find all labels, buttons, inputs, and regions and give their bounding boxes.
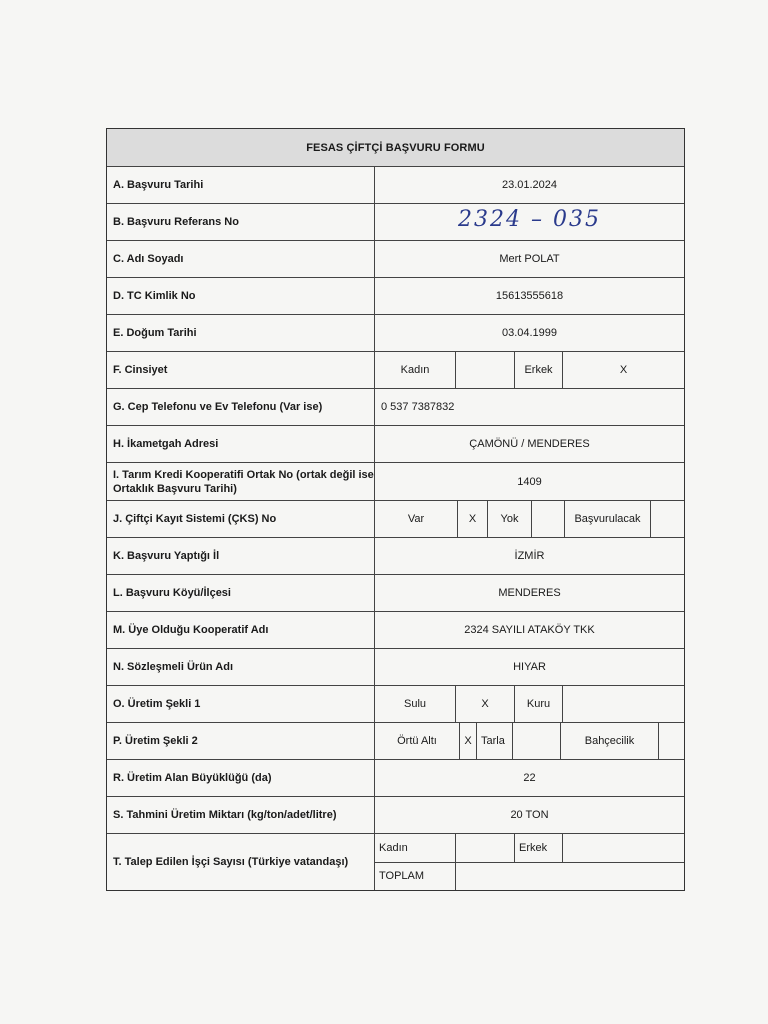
option-field: Tarla	[476, 723, 512, 759]
label-tc-id: D. TC Kimlik No	[107, 278, 375, 314]
mark-dry	[562, 686, 684, 722]
value-cooperative-name: 2324 SAYILI ATAKÖY TKK	[464, 624, 595, 636]
row-province	[107, 538, 684, 575]
row-birth-date	[107, 315, 684, 352]
label-birth-date: E. Doğum Tarihi	[107, 315, 375, 351]
label-village-district: L. Başvuru Köyü/İlçesi	[107, 575, 375, 611]
value-male-workers	[562, 834, 684, 862]
row-reference-no	[107, 204, 684, 241]
label-cooperative-name: M. Üye Olduğu Kooperatif Adı	[107, 612, 375, 648]
label-production-type-1: O. Üretim Şekli 1	[107, 686, 375, 722]
mark-exists: X	[457, 501, 487, 537]
label-worker-count: T. Talep Edilen İşçi Sayısı (Türkiye vatandaşı)	[107, 834, 375, 890]
value-estimated-production: 20 TON	[510, 809, 549, 821]
value-phone: 0 537 7387832	[381, 401, 455, 413]
row-cooperative-name	[107, 612, 684, 649]
application-form	[106, 128, 685, 891]
row-cks-no	[107, 501, 684, 538]
value-application-date: 23.01.2024	[501, 179, 558, 191]
value-village-district: MENDERES	[498, 587, 561, 599]
value-full-name: Mert POLAT	[499, 253, 560, 265]
value-female-workers	[455, 834, 514, 862]
label-reference-no: B. Başvuru Referans No	[107, 204, 375, 240]
option-dry: Kuru	[514, 686, 562, 722]
option-male: Erkek	[514, 352, 562, 388]
value-address: ÇAMÖNÜ / MENDERES	[469, 438, 590, 450]
row-tc-id	[107, 278, 684, 315]
label-province: K. Başvuru Yaptığı İl	[107, 538, 375, 574]
label-gender: F. Cinsiyet	[107, 352, 375, 388]
mark-irrigated: X	[455, 686, 514, 722]
value-total-workers	[455, 862, 684, 890]
value-reference-no	[375, 204, 684, 240]
label-total-workers: TOPLAM	[379, 870, 425, 882]
label-application-date: A. Başvuru Tarihi	[107, 167, 375, 203]
row-cooperative-member-no	[107, 463, 684, 501]
mark-field	[512, 723, 560, 759]
row-production-type-2	[107, 723, 684, 760]
label-cooperative-member-no: I. Tarım Kredi Kooperatifi Ortak No (ortak değil ise Ortaklık Başvuru Tarihi)	[107, 463, 375, 500]
option-exists: Var	[407, 513, 425, 525]
option-will-apply: Başvurulacak	[564, 501, 650, 537]
row-full-name	[107, 241, 684, 278]
form-title	[107, 129, 684, 167]
label-full-name: C. Adı Soyadı	[107, 241, 375, 277]
row-worker-count	[107, 834, 684, 890]
mark-horticulture	[658, 723, 684, 759]
value-birth-date: 03.04.1999	[501, 327, 558, 339]
label-cks-no: J. Çiftçi Kayıt Sistemi (ÇKS) No	[107, 501, 375, 537]
row-application-date	[107, 167, 684, 204]
value-product-name: HIYAR	[513, 661, 546, 673]
value-area-size: 22	[523, 772, 536, 784]
option-male-workers: Erkek	[514, 834, 562, 862]
option-female: Kadın	[400, 364, 430, 376]
mark-male: X	[562, 352, 684, 388]
row-village-district	[107, 575, 684, 612]
option-irrigated: Sulu	[403, 698, 427, 710]
value-tc-id: 15613555618	[495, 290, 564, 302]
value-cooperative-member-no: 1409	[517, 475, 542, 488]
row-gender	[107, 352, 684, 389]
mark-none	[531, 501, 564, 537]
label-address: H. İkametgah Adresi	[107, 426, 375, 462]
label-area-size: R. Üretim Alan Büyüklüğü (da)	[107, 760, 375, 796]
label-product-name: N. Sözleşmeli Ürün Adı	[107, 649, 375, 685]
value-province: İZMİR	[514, 550, 545, 562]
option-horticulture: Bahçecilik	[560, 723, 658, 759]
mark-greenhouse: X	[459, 723, 476, 759]
row-production-type-1	[107, 686, 684, 723]
label-production-type-2: P. Üretim Şekli 2	[107, 723, 375, 759]
mark-will-apply	[650, 501, 684, 537]
row-phone	[107, 389, 684, 426]
option-none: Yok	[487, 501, 531, 537]
option-female-workers: Kadın	[379, 842, 408, 854]
row-estimated-production	[107, 797, 684, 834]
option-greenhouse: Örtü Altı	[397, 735, 437, 747]
row-address	[107, 426, 684, 463]
row-area-size	[107, 760, 684, 797]
label-phone: G. Cep Telefonu ve Ev Telefonu (Var ise)	[107, 389, 375, 425]
row-product-name	[107, 649, 684, 686]
handwritten-reference: 2324 – 035	[458, 206, 601, 232]
form-title-text: FESAS ÇİFTÇİ BAŞVURU FORMU	[306, 141, 485, 154]
mark-female	[455, 352, 514, 388]
label-estimated-production: S. Tahmini Üretim Miktarı (kg/ton/adet/litre)	[107, 797, 375, 833]
